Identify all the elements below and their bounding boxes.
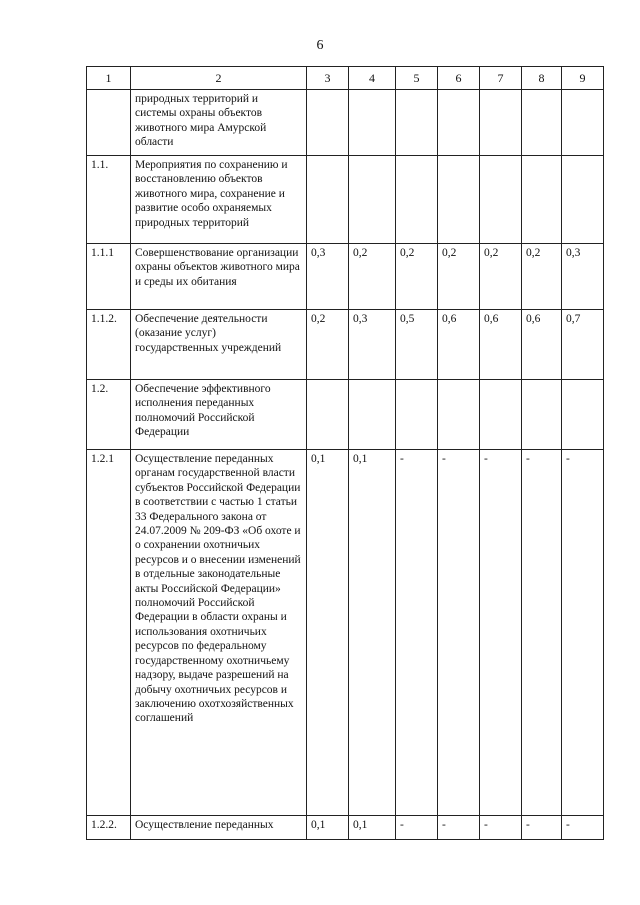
value-cell: - xyxy=(438,450,480,816)
value-cell: 0,3 xyxy=(307,244,349,310)
value-cell: 0,2 xyxy=(396,244,438,310)
value-cell: - xyxy=(562,450,604,816)
value-cell xyxy=(396,156,438,244)
value-cell: 0,1 xyxy=(349,816,396,840)
value-cell: - xyxy=(562,816,604,840)
row-number: 1.2.2. xyxy=(87,816,131,840)
row-description: природных территорий и системы охраны объектов животного мира Амурской области xyxy=(131,90,307,156)
row-number: 1.1. xyxy=(87,156,131,244)
value-cell xyxy=(349,156,396,244)
column-header: 2 xyxy=(131,67,307,90)
row-number: 1.1.2. xyxy=(87,310,131,380)
value-cell xyxy=(396,380,438,450)
value-cell: 0,6 xyxy=(522,310,562,380)
value-cell xyxy=(396,90,438,156)
row-description: Мероприятия по сохранению и восстановлению объектов животного мира, сохранение и развитие особо охраняемых природных территорий xyxy=(131,156,307,244)
value-cell: - xyxy=(480,450,522,816)
value-cell: 0,3 xyxy=(562,244,604,310)
table-row xyxy=(87,90,604,156)
table-row xyxy=(87,310,604,380)
value-cell xyxy=(562,380,604,450)
value-cell: 0,1 xyxy=(307,450,349,816)
value-cell xyxy=(522,380,562,450)
value-cell: - xyxy=(438,816,480,840)
value-cell xyxy=(480,156,522,244)
row-description: Обеспечение эффективного исполнения переданных полномочий Российской Федерации xyxy=(131,380,307,450)
value-cell: - xyxy=(396,450,438,816)
column-header: 8 xyxy=(522,67,562,90)
value-cell: 0,6 xyxy=(438,310,480,380)
table-row xyxy=(87,450,604,816)
value-cell xyxy=(349,90,396,156)
row-description: Осуществление переданных органам государственной власти субъектов Российской Федерации в соответствии с частью 1 статьи 33 Федерального закона от 24.07.2009 № 209-ФЗ «Об охоте и о сохранении охотничьих ресурсов и о внесении изменений в отдельные законодательные акты Российской Федерации» полномочий Российской Федерации в области охраны и использования охотничьих ресурсов по федеральному государственному охотничьему надзору, выдаче разрешений на добычу охотничьих ресурсов и заключению охотхозяйственных соглашений xyxy=(131,450,307,816)
row-description: Совершенствование организации охраны объектов животного мира и среды их обитания xyxy=(131,244,307,310)
row-number xyxy=(87,90,131,156)
value-cell: 0,7 xyxy=(562,310,604,380)
value-cell: 0,1 xyxy=(349,450,396,816)
value-cell: 0,2 xyxy=(438,244,480,310)
table-row xyxy=(87,244,604,310)
row-description: Осуществление переданных xyxy=(131,816,307,840)
table-row xyxy=(87,816,604,840)
value-cell: - xyxy=(396,816,438,840)
column-header: 6 xyxy=(438,67,480,90)
value-cell: 0,2 xyxy=(480,244,522,310)
value-cell xyxy=(438,90,480,156)
value-cell: 0,3 xyxy=(349,310,396,380)
value-cell xyxy=(522,156,562,244)
value-cell: 0,6 xyxy=(480,310,522,380)
column-header: 7 xyxy=(480,67,522,90)
row-number: 1.2.1 xyxy=(87,450,131,816)
value-cell xyxy=(480,90,522,156)
column-header: 4 xyxy=(349,67,396,90)
value-cell: 0,2 xyxy=(307,310,349,380)
value-cell: 0,5 xyxy=(396,310,438,380)
table-header-row xyxy=(87,67,604,90)
value-cell: 0,2 xyxy=(349,244,396,310)
value-cell xyxy=(307,156,349,244)
value-cell: - xyxy=(480,816,522,840)
value-cell: - xyxy=(522,816,562,840)
page-number: 6 xyxy=(316,38,324,53)
value-cell xyxy=(307,90,349,156)
row-number: 1.2. xyxy=(87,380,131,450)
value-cell: 0,2 xyxy=(522,244,562,310)
column-header: 1 xyxy=(87,67,131,90)
value-cell: 0,1 xyxy=(307,816,349,840)
column-header: 9 xyxy=(562,67,604,90)
value-cell xyxy=(438,380,480,450)
value-cell xyxy=(438,156,480,244)
column-header: 5 xyxy=(396,67,438,90)
table-row xyxy=(87,156,604,244)
measures-table xyxy=(86,66,604,840)
value-cell xyxy=(307,380,349,450)
value-cell xyxy=(349,380,396,450)
value-cell xyxy=(522,90,562,156)
row-description: Обеспечение деятельности (оказание услуг) государственных учреждений xyxy=(131,310,307,380)
table-row xyxy=(87,380,604,450)
column-header: 3 xyxy=(307,67,349,90)
row-number: 1.1.1 xyxy=(87,244,131,310)
value-cell: - xyxy=(522,450,562,816)
value-cell xyxy=(562,156,604,244)
value-cell xyxy=(480,380,522,450)
value-cell xyxy=(562,90,604,156)
